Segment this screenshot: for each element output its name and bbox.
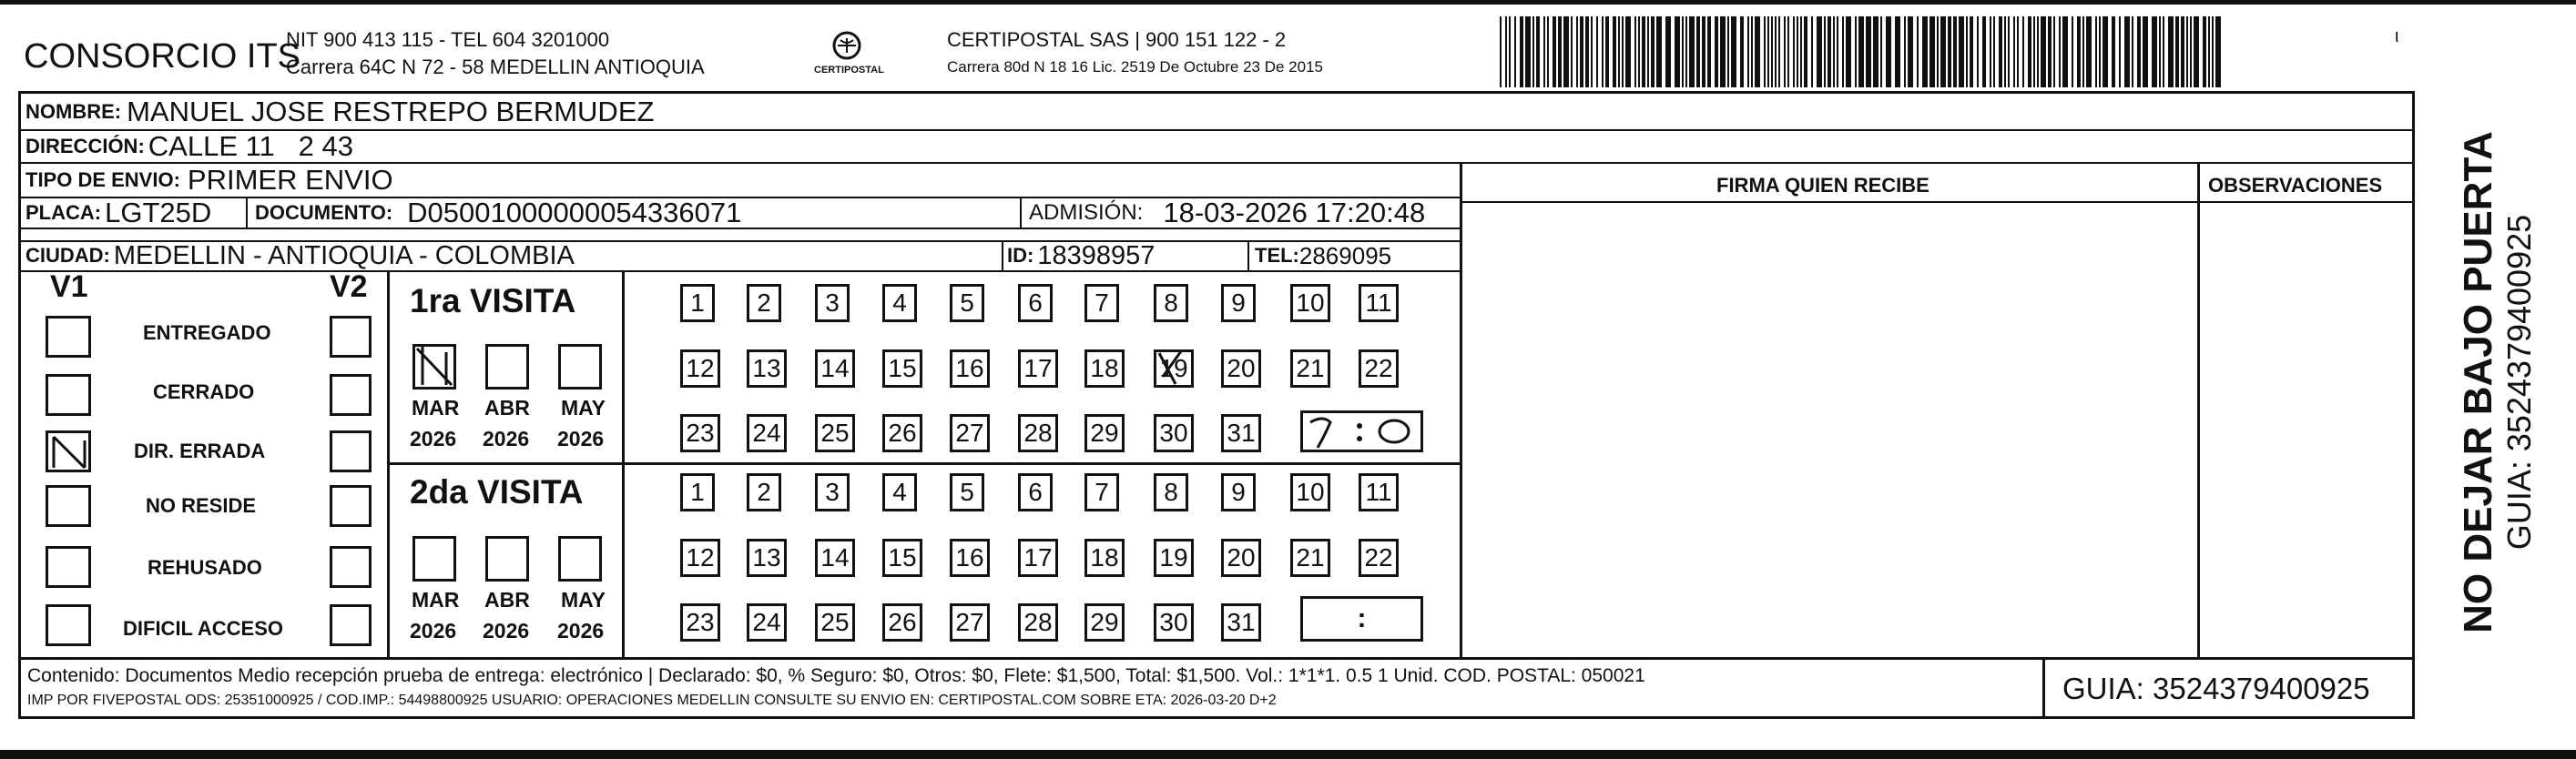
second-visit-day-1[interactable]: 1 — [680, 473, 715, 511]
v1-checkbox-dificil-acceso[interactable] — [46, 604, 91, 646]
barcode-bar — [1993, 16, 1995, 87]
barcode-bar — [1837, 16, 1838, 87]
col-obs-left — [2197, 162, 2200, 658]
status-option-dir-errada: DIR. ERRADA — [134, 440, 266, 462]
handwritten-time-icon — [1303, 413, 1420, 450]
v1-checkbox-no-reside[interactable] — [46, 485, 91, 527]
barcode-bar — [2137, 16, 2141, 87]
barcode-bar — [1740, 16, 1744, 87]
v1-checkbox-entregado[interactable] — [46, 316, 91, 358]
placa-label: PLACA: — [25, 200, 102, 224]
barcode-bar — [1948, 16, 1951, 87]
barcode-bar — [2112, 16, 2115, 87]
barcode-bar — [1543, 16, 1545, 87]
first-visit-day-31[interactable]: 31 — [1221, 414, 1261, 452]
documento-label: DOCUMENTO: — [255, 200, 393, 224]
barcode-bar — [1982, 16, 1986, 87]
barcode-bar — [1922, 16, 1928, 87]
barcode-bar — [2077, 16, 2081, 87]
barcode-bar — [1824, 16, 1826, 87]
v2-checkbox-rehusado[interactable] — [330, 546, 372, 588]
tel-field — [1255, 241, 1391, 270]
second-visit-day-19[interactable]: 19 — [1154, 539, 1194, 577]
visit-separator — [387, 462, 1461, 465]
barcode-bar — [1563, 16, 1569, 87]
first-visit-day-1[interactable]: 1 — [680, 284, 715, 322]
barcode-bar — [1842, 16, 1844, 87]
barcode-bar — [2124, 16, 2130, 87]
barcode-bar — [2086, 16, 2092, 87]
second-visit-day-8[interactable]: 8 — [1154, 473, 1188, 511]
barcode — [1498, 16, 2226, 87]
second-visit-day-11[interactable]: 11 — [1359, 473, 1399, 511]
barcode-bar — [1715, 16, 1718, 87]
barcode-bar — [1618, 16, 1620, 87]
second-visit-day-6[interactable]: 6 — [1018, 473, 1053, 511]
first-visit-month-may: MAY — [561, 396, 606, 420]
firma-header-line — [1460, 201, 2415, 203]
barcode-bar — [2194, 16, 2199, 87]
second-visit-day-29[interactable]: 29 — [1084, 603, 1125, 642]
barcode-bar — [1804, 16, 1807, 87]
first-visit-day-11[interactable]: 11 — [1359, 284, 1399, 322]
barcode-bar — [1613, 16, 1616, 87]
barcode-bar — [1797, 16, 1798, 87]
v1-checkbox-cerrado[interactable] — [46, 374, 91, 416]
second-visit-day-21[interactable]: 21 — [1290, 539, 1330, 577]
second-visit-day-22[interactable]: 22 — [1359, 539, 1399, 577]
barcode-bar — [1793, 16, 1795, 87]
barcode-bar — [2159, 16, 2161, 87]
frame-bottom — [18, 716, 2415, 719]
second-visit-day-3[interactable]: 3 — [815, 473, 850, 511]
second-visit-day-18[interactable]: 18 — [1084, 539, 1125, 577]
second-visit-abr-checkbox[interactable] — [485, 536, 529, 582]
barcode-bar — [1800, 16, 1802, 87]
barcode-bar — [2212, 16, 2214, 87]
first-visit-year-may: 2026 — [557, 427, 605, 450]
ciudad-label: CIUDAD: — [25, 244, 110, 267]
second-visit-day-12[interactable]: 12 — [680, 539, 720, 577]
barcode-bar — [1685, 16, 1687, 87]
barcode-bar — [2208, 16, 2210, 87]
barcode-bar — [2059, 16, 2061, 87]
second-visit-title: 2da VISITA — [410, 473, 584, 511]
barcode-bar — [1520, 16, 1523, 87]
barcode-bar — [1755, 16, 1760, 87]
documento-field — [255, 197, 741, 228]
barcode-bar — [1747, 16, 1749, 87]
second-visit-day-23[interactable]: 23 — [680, 603, 720, 642]
barcode-bar — [1602, 16, 1604, 87]
v2-checkbox-entregado[interactable] — [330, 316, 372, 358]
barcode-bar — [2033, 16, 2035, 87]
barcode-bar — [1509, 16, 1511, 87]
barcode-bar — [1571, 16, 1573, 87]
second-visit-year-may: 2026 — [557, 619, 605, 643]
barcode-bar — [2132, 16, 2133, 87]
first-visit-day-16[interactable]: 16 — [950, 349, 990, 388]
certipostal-line1: CERTIPOSTAL SAS | 900 151 122 - 2 — [947, 28, 1287, 51]
barcode-bar — [2099, 16, 2101, 87]
first-visit-day-28[interactable]: 28 — [1018, 414, 1058, 452]
checkmark-icon — [415, 347, 453, 387]
first-visit-month-mar: MAR — [412, 396, 460, 420]
status-option-rehusado: REHUSADO — [148, 556, 262, 579]
barcode-bar — [2190, 16, 2192, 87]
barcode-bar — [1767, 16, 1769, 87]
second-visit-day-10[interactable]: 10 — [1290, 473, 1330, 511]
id-label: ID: — [1007, 244, 1034, 267]
barcode-bar — [1966, 16, 1968, 87]
nombre-value: MANUEL JOSE RESTREPO BERMUDEZ — [127, 95, 655, 127]
barcode-bar — [1764, 16, 1766, 87]
corner-mark: ι — [2395, 26, 2399, 46]
barcode-icon — [1498, 16, 2226, 87]
barcode-bar — [1638, 16, 1640, 87]
barcode-bar — [1817, 16, 1822, 87]
barcode-bar — [2062, 16, 2068, 87]
direccion-value: CALLE 11 2 43 — [148, 130, 353, 162]
barcode-bar — [1547, 16, 1549, 87]
first-visit-day-14[interactable]: 14 — [815, 349, 855, 388]
barcode-bar — [1707, 16, 1711, 87]
barcode-bar — [1904, 16, 1906, 87]
address-line: Carrera 64C N 72 - 58 MEDELLIN ANTIOQUIA — [286, 56, 705, 78]
admision-value: 18-03-2026 17:20:48 — [1163, 196, 1426, 228]
second-visit-day-4[interactable]: 4 — [882, 473, 917, 511]
barcode-bar — [1696, 16, 1700, 87]
second-visit-day-25[interactable]: 25 — [815, 603, 855, 642]
bottom-border — [0, 750, 2576, 759]
barcode-bar — [1651, 16, 1655, 87]
barcode-bar — [1858, 16, 1864, 87]
first-visit-day-21[interactable]: 21 — [1290, 349, 1330, 388]
barcode-bar — [1558, 16, 1562, 87]
barcode-bar — [1634, 16, 1636, 87]
second-visit-month-may: MAY — [561, 588, 606, 612]
first-visit-day-18[interactable]: 18 — [1084, 349, 1125, 388]
second-visit-day-24[interactable]: 24 — [747, 603, 787, 642]
second-visit-year-abr: 2026 — [483, 619, 530, 643]
placa-divider — [246, 197, 248, 228]
barcode-bar — [2119, 16, 2121, 87]
second-visit-day-15[interactable]: 15 — [882, 539, 922, 577]
firma-label: FIRMA QUIEN RECIBE — [1716, 174, 1929, 197]
nit-line: NIT 900 413 115 - TEL 604 3201000 — [286, 28, 610, 51]
placa-value: LGT25D — [105, 196, 212, 228]
barcode-bar — [1873, 16, 1879, 87]
barcode-bar — [1731, 16, 1736, 87]
tipo-field — [25, 164, 393, 197]
barcode-bar — [1846, 16, 1851, 87]
barcode-bar — [1585, 16, 1589, 87]
status-option-cerrado: CERRADO — [153, 380, 255, 403]
status-option-entregado: ENTREGADO — [143, 321, 271, 344]
first-visit-day-2[interactable]: 2 — [747, 284, 781, 322]
admision-divider — [1020, 197, 1022, 228]
barcode-bar — [1787, 16, 1789, 87]
first-visit-abr-checkbox[interactable] — [485, 344, 529, 390]
barcode-bar — [1855, 16, 1857, 87]
id-value: 18398957 — [1037, 240, 1156, 270]
barcode-bar — [1751, 16, 1753, 87]
first-visit-day-30[interactable]: 30 — [1154, 414, 1194, 452]
barcode-bar — [2082, 16, 2084, 87]
admision-field — [1029, 197, 1425, 228]
barcode-bar — [1727, 16, 1729, 87]
barcode-bar — [1778, 16, 1780, 87]
barcode-bar — [1990, 16, 1991, 87]
barcode-bar — [2152, 16, 2157, 87]
second-visit-day-20[interactable]: 20 — [1221, 539, 1261, 577]
first-visit-day-8[interactable]: 8 — [1154, 284, 1188, 322]
nombre-label: NOMBRE: — [25, 99, 122, 123]
barcode-bar — [2028, 16, 2031, 87]
barcode-bar — [1720, 16, 1726, 87]
status-option-no-reside: NO RESIDE — [146, 494, 257, 517]
first-visit-day-12[interactable]: 12 — [680, 349, 720, 388]
v2-checkbox-dir-errada[interactable] — [330, 430, 372, 472]
first-visit-day-25[interactable]: 25 — [815, 414, 855, 452]
barcode-bar — [2203, 16, 2206, 87]
first-visit-day-6[interactable]: 6 — [1018, 284, 1053, 322]
frame-left — [18, 91, 21, 719]
certipostal-line2: Carrera 80d N 18 16 Lic. 2519 De Octubre 23 De 2015 — [947, 58, 1323, 76]
barcode-bar — [1682, 16, 1684, 87]
first-visit-day-29[interactable]: 29 — [1084, 414, 1125, 452]
id-field — [1007, 241, 1155, 270]
barcode-bar — [1514, 16, 1516, 87]
side-guia: GUIA: 3524379400925 — [2500, 214, 2538, 551]
first-visit-day-26[interactable]: 26 — [882, 414, 922, 452]
footer-guia: GUIA: 3524379400925 — [2062, 672, 2370, 705]
tipo-value: PRIMER ENVIO — [187, 164, 393, 196]
first-visit-day-4[interactable]: 4 — [882, 284, 917, 322]
certipostal-logo — [810, 27, 883, 82]
barcode-bar — [2181, 16, 2184, 87]
admision-label: ADMISIÓN: — [1029, 199, 1144, 225]
first-visit-day-9[interactable]: 9 — [1221, 284, 1256, 322]
barcode-bar — [1500, 16, 1502, 87]
tel-value: 2869095 — [1298, 241, 1392, 269]
barcode-bar — [1833, 16, 1835, 87]
first-visit-time-box[interactable] — [1300, 410, 1423, 452]
second-visit-time-box[interactable] — [1300, 596, 1423, 642]
tel-label: TEL: — [1255, 244, 1299, 267]
barcode-bar — [2072, 16, 2073, 87]
top-border — [0, 0, 2576, 5]
second-visit-day-13[interactable]: 13 — [747, 539, 787, 577]
barcode-bar — [1642, 16, 1645, 87]
v2-checkbox-dificil-acceso[interactable] — [330, 604, 372, 646]
barcode-bar — [1553, 16, 1556, 87]
direccion-field — [25, 131, 353, 162]
ciudad-field — [25, 241, 575, 270]
second-visit-mar-checkbox[interactable] — [412, 536, 456, 582]
barcode-bar — [2017, 16, 2019, 87]
barcode-bar — [2053, 16, 2055, 87]
second-visit-month-abr: ABR — [484, 588, 530, 612]
barcode-bar — [2037, 16, 2039, 87]
barcode-bar — [2048, 16, 2052, 87]
barcode-bar — [1811, 16, 1813, 87]
barcode-bar — [2143, 16, 2148, 87]
barcode-bar — [1665, 16, 1671, 87]
first-visit-mar-checkbox[interactable] — [412, 344, 456, 390]
second-visit-may-checkbox[interactable] — [558, 536, 602, 582]
barcode-bar — [1929, 16, 1935, 87]
first-visit-day-17[interactable]: 17 — [1018, 349, 1058, 388]
barcode-bar — [1895, 16, 1900, 87]
second-visit-day-16[interactable]: 16 — [950, 539, 990, 577]
footer-guia-divider — [2042, 657, 2045, 719]
barcode-bar — [1532, 16, 1534, 87]
v1-checkbox-dir-errada[interactable] — [46, 430, 91, 472]
barcode-bar — [1977, 16, 1979, 87]
logo-text: CERTIPOSTAL — [814, 65, 884, 76]
status-option-dificil-acceso: DIFICIL ACCESO — [123, 617, 284, 640]
barcode-bar — [1525, 16, 1531, 87]
first-visit-day-7[interactable]: 7 — [1084, 284, 1119, 322]
ciudad-value: MEDELLIN - ANTIOQUIA - COLOMBIA — [113, 240, 575, 270]
second-visit-day-28[interactable]: 28 — [1018, 603, 1058, 642]
first-visit-day-22[interactable]: 22 — [1359, 349, 1399, 388]
first-visit-day-20[interactable]: 20 — [1221, 349, 1261, 388]
barcode-bar — [1999, 16, 2002, 87]
barcode-bar — [1970, 16, 1973, 87]
barcode-bar — [1576, 16, 1578, 87]
second-visit-day-9[interactable]: 9 — [1221, 473, 1256, 511]
second-visit-year-mar: 2026 — [410, 619, 457, 643]
barcode-bar — [2186, 16, 2188, 87]
barcode-bar — [1828, 16, 1831, 87]
first-visit-day-23[interactable]: 23 — [680, 414, 720, 452]
v1-label: V1 — [50, 269, 88, 304]
first-visit-day-24[interactable]: 24 — [747, 414, 787, 452]
barcode-bar — [1675, 16, 1680, 87]
first-visit-title: 1ra VISITA — [410, 282, 576, 319]
no-dejar-bajo-puerta: NO DEJAR BAJO PUERTA — [2456, 131, 2500, 633]
first-visit-day-13[interactable]: 13 — [747, 349, 787, 388]
barcode-bar — [1940, 16, 1946, 87]
v1-checkbox-rehusado[interactable] — [46, 546, 91, 588]
first-visit-year-abr: 2026 — [483, 427, 530, 450]
barcode-bar — [2215, 16, 2221, 87]
second-visit-day-26[interactable]: 26 — [882, 603, 922, 642]
barcode-bar — [1505, 16, 1507, 87]
second-visit-day-27[interactable]: 27 — [950, 603, 990, 642]
col-firma-left — [1460, 162, 1462, 658]
barcode-bar — [1886, 16, 1891, 87]
direccion-label: DIRECCIÓN: — [25, 135, 145, 157]
second-visit-day-31[interactable]: 31 — [1221, 603, 1261, 642]
first-visit-day-5[interactable]: 5 — [950, 284, 984, 322]
second-visit-day-30[interactable]: 30 — [1154, 603, 1194, 642]
barcode-bar — [1647, 16, 1649, 87]
barcode-bar — [1702, 16, 1705, 87]
barcode-bar — [1689, 16, 1695, 87]
barcode-bar — [2163, 16, 2164, 87]
barcode-bar — [1784, 16, 1786, 87]
barcode-bar — [1908, 16, 1913, 87]
row-line-1 — [18, 129, 2415, 131]
barcode-bar — [1953, 16, 1957, 87]
barcode-bar — [1605, 16, 1609, 87]
footer-imp: IMP POR FIVEPOSTAL ODS: 25351000925 / COD.IMP.: 54498800925 USUARIO: OPERACIONES MEDELLIN CONSULTE SU ENVIO EN: CERTIPOSTAL.COM SOBRE ETA: 2026-03-20 D+2 — [27, 693, 1277, 708]
tipo-label: TIPO DE ENVIO: — [25, 168, 180, 191]
second-visit-day-14[interactable]: 14 — [815, 539, 855, 577]
barcode-bar — [1917, 16, 1919, 87]
cross-mark-icon — [1154, 349, 1194, 386]
second-visit-day-17[interactable]: 17 — [1018, 539, 1058, 577]
first-visit-day-3[interactable]: 3 — [815, 284, 850, 322]
barcode-bar — [1775, 16, 1777, 87]
barcode-bar — [1596, 16, 1598, 87]
barcode-bar — [2095, 16, 2097, 87]
v2-checkbox-no-reside[interactable] — [330, 485, 372, 527]
barcode-bar — [1591, 16, 1593, 87]
checkmark-icon — [48, 433, 88, 470]
barcode-bar — [1880, 16, 1882, 87]
second-visit-time-colon: : — [1357, 603, 1367, 633]
barcode-bar — [1625, 16, 1631, 87]
frame-right — [2412, 91, 2415, 719]
barcode-bar — [1580, 16, 1583, 87]
placa-field — [25, 197, 211, 228]
first-visit-may-checkbox[interactable] — [558, 344, 602, 390]
footer-contenido: Contenido: Documentos Medio recepción prueba de entrega: electrónico | Declarado: $0, % Seguro: $0, Otros: $0, Flete: $1,500, Total: $1,500. Vol.: 1*1*1. 0.5 1 Unid. COD. POSTAL: 050021 — [27, 665, 1645, 686]
second-visit-day-5[interactable]: 5 — [950, 473, 984, 511]
tel-divider — [1247, 240, 1249, 270]
documento-value: D05001000000054336071 — [407, 196, 742, 228]
barcode-bar — [2004, 16, 2006, 87]
id-divider — [1002, 240, 1003, 270]
second-visit-month-mar: MAR — [412, 588, 460, 612]
barcode-bar — [1622, 16, 1624, 87]
barcode-bar — [1866, 16, 1871, 87]
first-visit-day-27[interactable]: 27 — [950, 414, 990, 452]
company-name: CONSORCIO ITS — [24, 37, 301, 76]
first-visit-day-15[interactable]: 15 — [882, 349, 922, 388]
first-visit-day-10[interactable]: 10 — [1290, 284, 1330, 322]
second-visit-day-2[interactable]: 2 — [747, 473, 781, 511]
observaciones-label: OBSERVACIONES — [2208, 174, 2383, 197]
barcode-bar — [2168, 16, 2174, 87]
barcode-bar — [2013, 16, 2015, 87]
barcode-bar — [2175, 16, 2179, 87]
first-visit-month-abr: ABR — [484, 396, 530, 420]
first-visit-day-19[interactable]: 19 — [1154, 349, 1194, 388]
barcode-bar — [1771, 16, 1773, 87]
barcode-bar — [1656, 16, 1662, 87]
barcode-bar — [2041, 16, 2046, 87]
barcode-bar — [1959, 16, 1964, 87]
v2-label: V2 — [330, 269, 368, 304]
nombre-field — [25, 94, 654, 129]
first-visit-year-mar: 2026 — [410, 427, 457, 450]
barcode-bar — [2022, 16, 2024, 87]
second-visit-day-7[interactable]: 7 — [1084, 473, 1119, 511]
barcode-bar — [2008, 16, 2010, 87]
barcode-bar — [1937, 16, 1939, 87]
barcode-bar — [1536, 16, 1540, 87]
row-line-footer — [18, 657, 2415, 660]
v2-checkbox-cerrado[interactable] — [330, 374, 372, 416]
barcode-bar — [2103, 16, 2108, 87]
